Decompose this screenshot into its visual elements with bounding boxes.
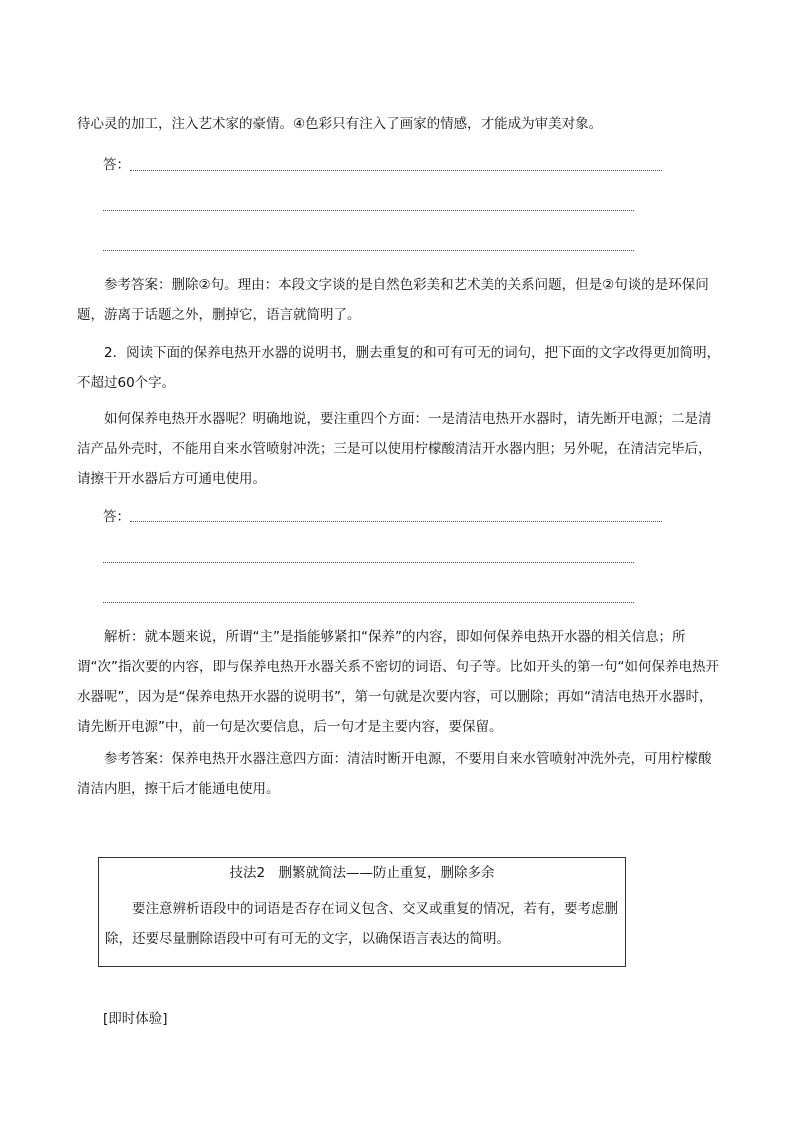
q2-passage: 如何保养电热开水器呢？明确地说，要注重四个方面：一是清洁电热开水器时，请先断开电源；二是清洁产品外壳时，不能用自来水管喷射冲洗；三是可以使用柠檬酸清洁开水器内胆；另外呢，在清洁完毕后，请擦干开水器后方可通电使用。	[77, 411, 712, 487]
q1-answer-label: 答：	[103, 157, 130, 173]
q1-answer-line-2[interactable]	[103, 210, 634, 211]
q2-reference-answer: 参考答案：保养电热开水器注意四方面：清洁时断开电源，不要用自来水管喷射冲洗外壳，可用柠檬酸清洁内胆，擦干后才能通电使用。	[77, 751, 712, 797]
q2-answer-line-3[interactable]	[103, 602, 634, 603]
q1-reference-answer: 参考答案：删除②句。理由：本段文字谈的是自然色彩美和艺术美的关系问题，但是②句谈的是环保问题，游离于话题之外，删掉它，语言就简明了。	[77, 277, 709, 323]
technique-title: 技法2 删繁就简法——防止重复，删除多余	[229, 865, 495, 881]
q2-analysis: 解析：就本题来说，所谓“主”是指能够紧扣“保养”的内容，即如何保养电热开水器的相关信息；所谓“次”指次要的内容，即与保养电热开水器关系不密切的词语、句子等。比如开头的第一句“如何保养电热开水器呢”，因为是“保养电热开水器的说明书”，第一句就是次要内容，可以删除；再如“清洁电热开水器时，请先断开电源”中，前一句是次要信息，后一句才是主要内容，要保留。	[77, 629, 719, 735]
technique-box	[98, 857, 626, 967]
q1-passage-tail: 待心灵的加工，注入艺术家的豪情。④色彩只有注入了画家的情感，才能成为审美对象。	[77, 116, 603, 132]
q2-prompt: 2．阅读下面的保养电热开水器的说明书，删去重复的和可有可无的词句，把下面的文字改得更加简明，不超过60个字。	[77, 345, 721, 391]
practice-tag: [即时体验]	[103, 1011, 168, 1027]
q1-answer-line-3[interactable]	[103, 250, 634, 251]
q1-answer-line-1[interactable]	[130, 170, 662, 171]
technique-body: 要注意辨析语段中的词语是否存在词义包含、交叉或重复的情况，若有，要考虑删除，还要尽量删除语段中可有可无的文字，以确保语言表达的简明。	[105, 901, 618, 947]
q2-answer-line-2[interactable]	[103, 562, 634, 563]
q2-answer-label: 答：	[103, 509, 130, 525]
q2-answer-line-1[interactable]	[130, 521, 662, 522]
